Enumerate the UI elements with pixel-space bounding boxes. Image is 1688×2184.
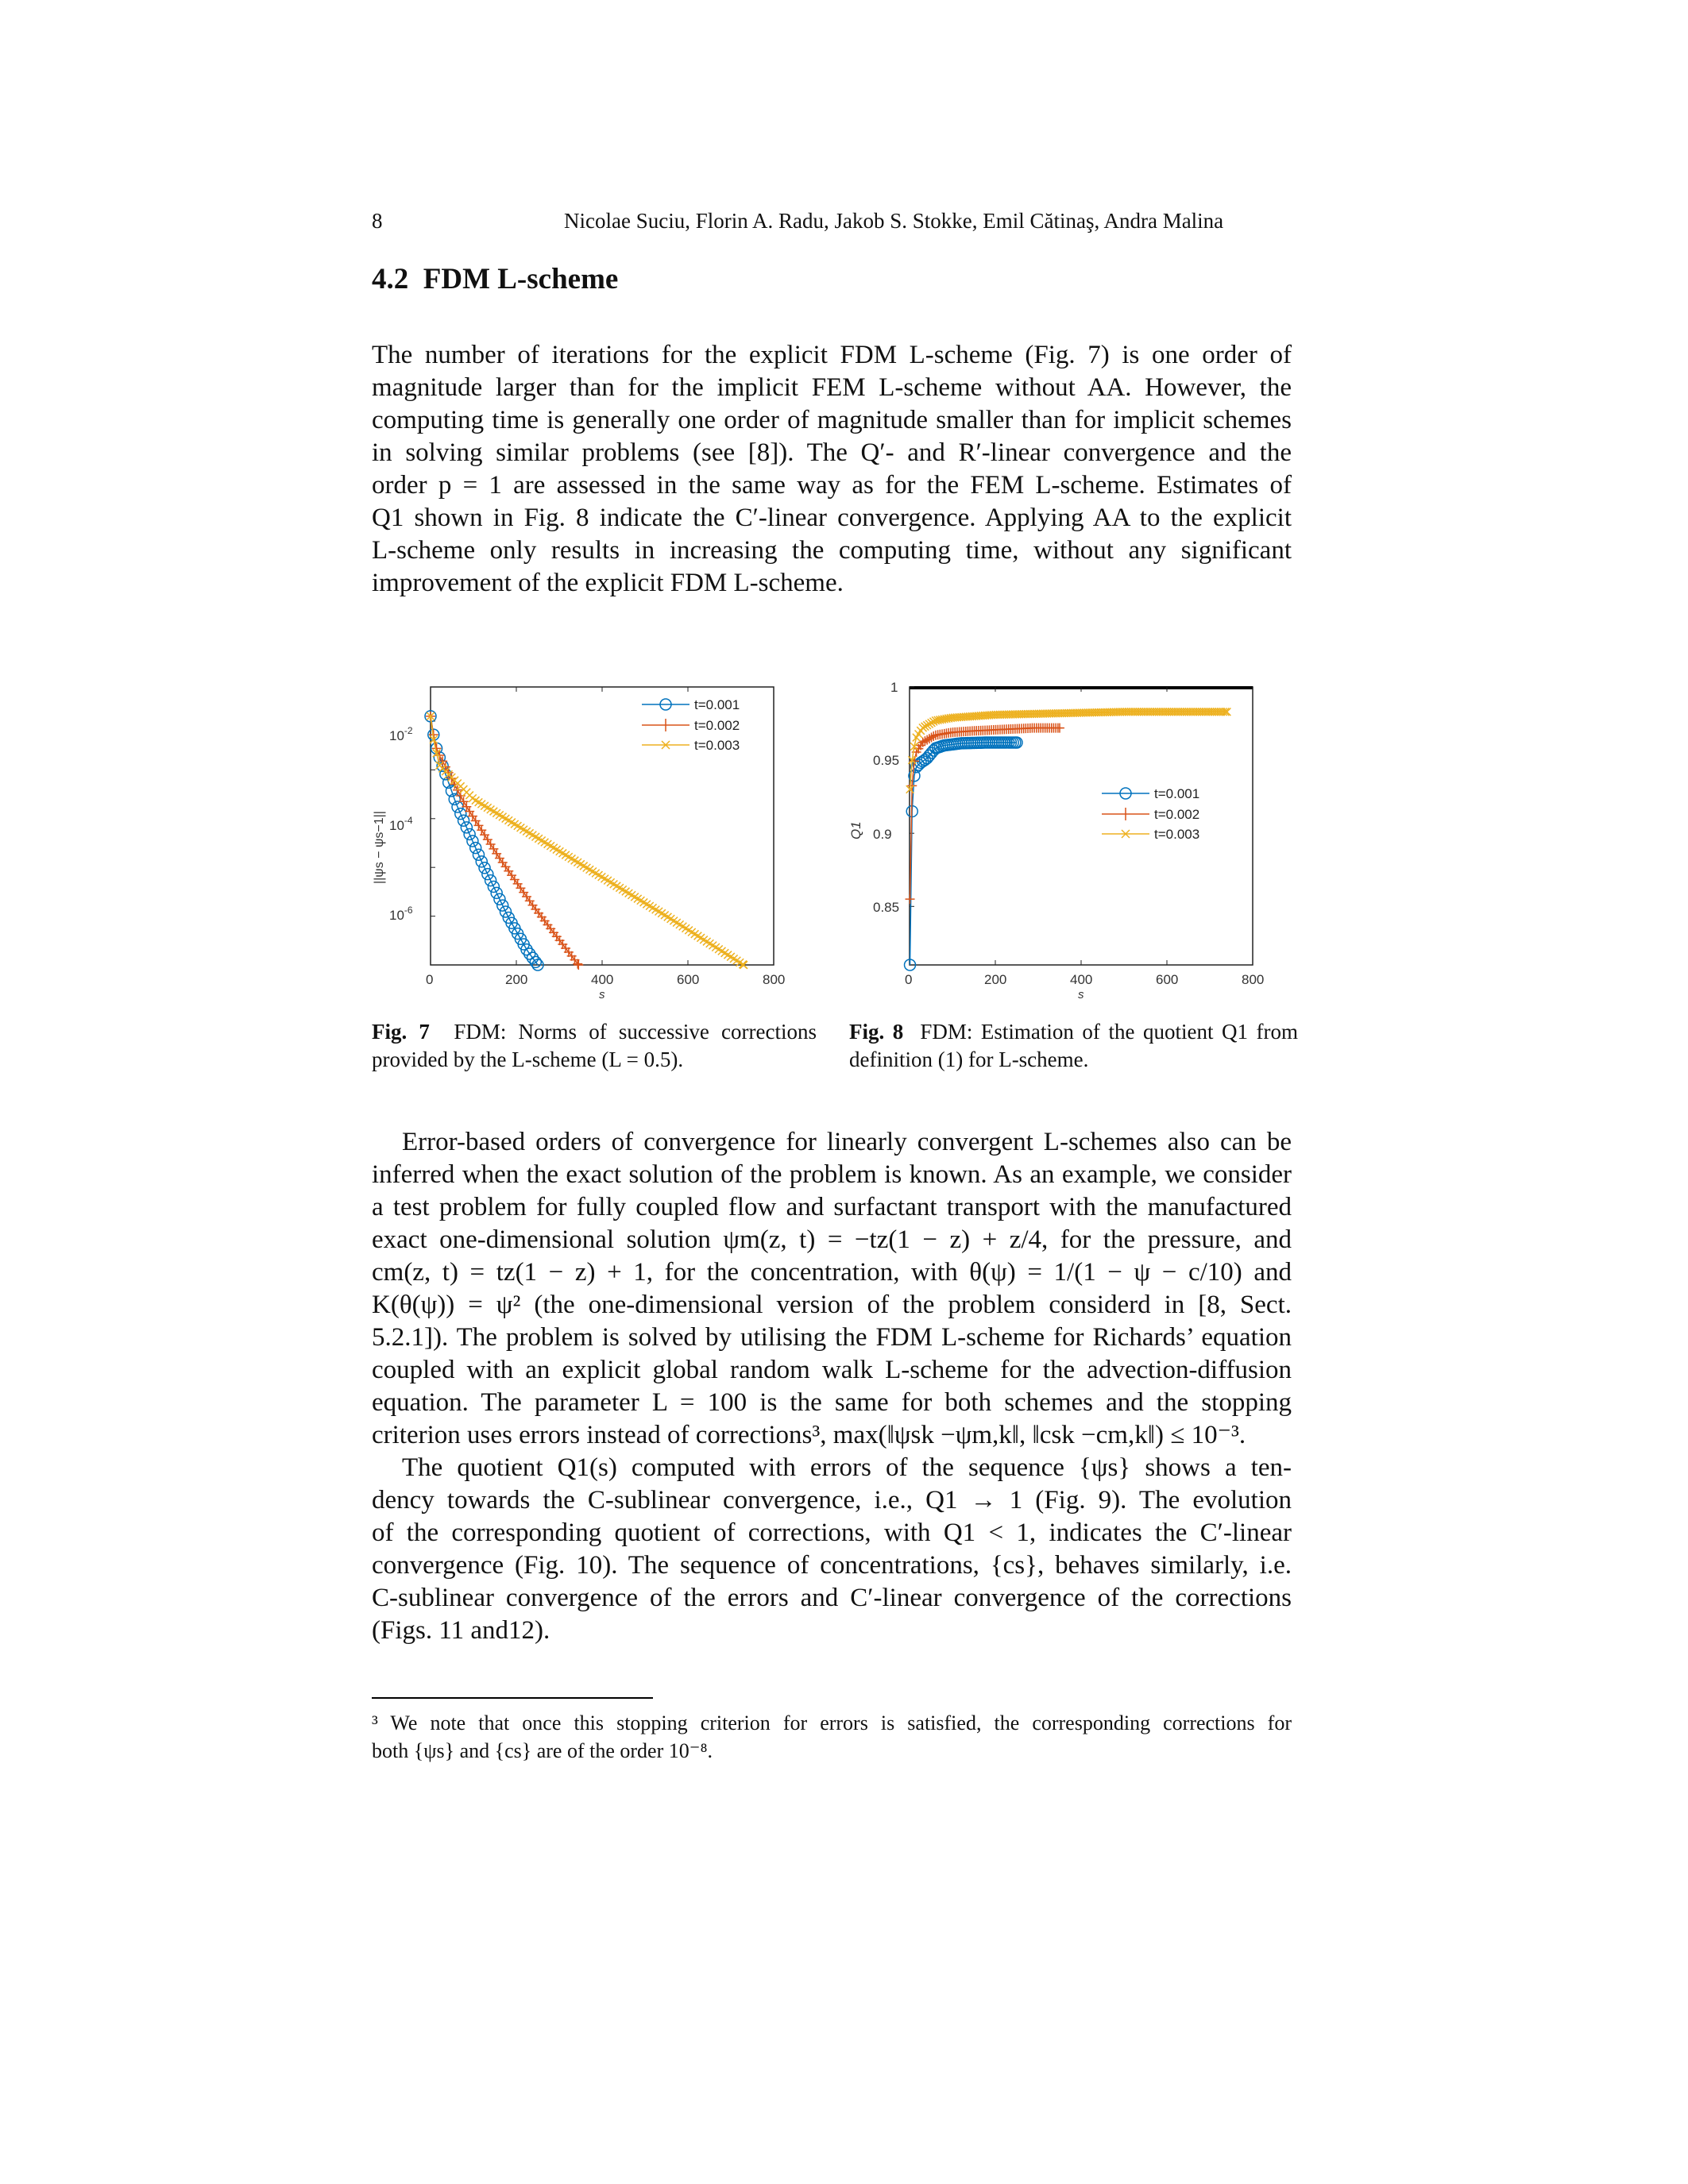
paragraph-3	[372, 1452, 1292, 1647]
series-line	[431, 716, 578, 965]
text-line: of the corresponding quotient of corrections, with Q1 < 1, indicates the C′-linear	[372, 1518, 1292, 1547]
text-line: inferred when the exact solution of the problem is known. As an example, we consider	[372, 1160, 1292, 1189]
text-line: computing time is generally one order of magnitude smaller than for implicit schemes	[372, 406, 1292, 434]
text-line: 5.2.1]). The problem is solved by utilising the FDM L-scheme for Richards’ equation	[372, 1323, 1292, 1352]
text-line: coupled with an explicit global random walk L-scheme for the advection-diffusion	[372, 1356, 1292, 1384]
series-line	[910, 728, 1060, 900]
text-line: C-sublinear convergence of the errors and C′-linear convergence of the corrections	[372, 1584, 1292, 1612]
fig7-xlabel: s	[599, 988, 605, 1001]
fig8-xtick: 600	[1156, 972, 1179, 987]
fig7-legend-2: t=0.002	[694, 718, 740, 733]
fig8-caption-line: definition (1) for L-scheme.	[849, 1048, 1089, 1071]
fig7-legend-1: t=0.001	[694, 697, 740, 712]
fig8-legend-2: t=0.002	[1154, 807, 1200, 822]
footnote-rule	[372, 1697, 653, 1699]
paragraph-2	[372, 1126, 1292, 1452]
fig7-xtick: 400	[591, 972, 614, 987]
text-line: The number of iterations for the explicit FDM L-scheme (Fig. 7) is one order of	[372, 341, 1292, 369]
text-line: equation. The parameter L = 100 is the same for both schemes and the stopping	[372, 1388, 1292, 1417]
footnote	[372, 1709, 1292, 1765]
fig7-label: Fig. 7	[372, 1020, 430, 1044]
fig8-xtick: 400	[1070, 972, 1093, 987]
fig8-chart	[838, 671, 1299, 1005]
page-number: 8	[372, 209, 383, 233]
footnote-line: both {ψs} and {cs} are of the order 10⁻⁸.	[372, 1739, 713, 1762]
fig8-ytick: 0.95	[873, 753, 900, 768]
fig8-ylabel: Q1	[848, 821, 863, 839]
fig7-ylabel: ||ψs − ψs−1||	[373, 811, 386, 884]
fig7-ytick-1: $10^{-2}$	[389, 725, 413, 743]
text-line: a test problem for fully coupled flow and surfactant transport with the manufactured	[372, 1193, 1292, 1221]
fig8-xtick: 0	[905, 972, 913, 987]
fig8-ytick: 1	[890, 680, 898, 695]
fig7-ytick-3: $10^{-6}$	[389, 905, 413, 923]
running-head-authors: Nicolae Suciu, Florin A. Radu, Jakob S. Stokke, Emil Cătinaş, Andra Malina	[564, 209, 1224, 233]
series-line	[431, 716, 744, 965]
fig7-caption	[372, 1018, 817, 1074]
fig8-xlabel: s	[1078, 988, 1084, 1001]
text-line: (Figs. 11 and12).	[372, 1616, 550, 1645]
text-line: improvement of the explicit FDM L-scheme.	[372, 569, 844, 597]
text-line: convergence (Fig. 10). The sequence of concentrations, {cs}, behaves similarly, i.e.	[372, 1551, 1292, 1580]
fig7-ytick-2: $10^{-4}$	[389, 815, 413, 833]
footnote-line: ³ We note that once this stopping criterion for errors is satisfied, the corresponding corrections for	[372, 1711, 1292, 1734]
text-line: dency towards the C-sublinear convergence, i.e., Q1 → 1 (Fig. 9). The evolution	[372, 1486, 1292, 1515]
fig8-label: Fig. 8	[849, 1020, 904, 1044]
fig7-xtick: 0	[426, 972, 434, 987]
text-line: exact one-dimensional solution ψm(z, t) = −tz(1 − z) + z/4, for the pressure, and	[372, 1225, 1292, 1254]
fig8-legend-1: t=0.001	[1154, 786, 1200, 801]
fig8-legend-3: t=0.003	[1154, 827, 1200, 842]
text-line: K(θ(ψ)) = ψ² (the one-dimensional version of the problem considerd in [8, Sect.	[372, 1291, 1292, 1319]
text-line: magnitude larger than for the implicit FEM L-scheme without AA. However, the	[372, 373, 1292, 402]
data-point-plus	[906, 894, 915, 904]
fig8-xtick: 200	[984, 972, 1007, 987]
text-line: The quotient Q1(s) computed with errors of the sequence {ψs} shows a ten-	[402, 1453, 1292, 1482]
fig7-chart	[350, 671, 794, 1005]
text-line: criterion uses errors instead of corrections³, max(‖ψsk −ψm,k‖, ‖csk −cm,k‖) ≤ 10⁻³.	[372, 1421, 1246, 1449]
text-line: Q1 shown in Fig. 8 indicate the C′-linear convergence. Applying AA to the explicit	[372, 504, 1292, 532]
text-line: L-scheme only results in increasing the computing time, without any significant	[372, 536, 1292, 565]
fig8-ytick: 0.85	[873, 900, 900, 915]
fig7-legend	[642, 697, 740, 753]
fig8-xtick: 800	[1242, 972, 1265, 987]
text-line: in solving similar problems (see [8]). The Q′- and R′-linear convergence and the	[372, 438, 1292, 467]
paragraph-1	[372, 339, 1292, 600]
series-line	[910, 712, 1227, 789]
text-line: cm(z, t) = tz(1 − z) + 1, for the concentration, with θ(ψ) = 1/(1 − ψ − c/10) and	[372, 1258, 1292, 1287]
section-heading	[372, 262, 618, 296]
fig7-xtick: 600	[677, 972, 700, 987]
fig8-ytick: 0.9	[873, 827, 892, 842]
text-line: order p = 1 are assessed in the same way as for the FEM L-scheme. Estimates of	[372, 471, 1292, 500]
fig8-legend	[1102, 786, 1199, 842]
data-point-plus	[907, 781, 917, 790]
fig8-caption	[849, 1018, 1298, 1074]
fig7-caption-line: FDM: Norms of successive corrections	[454, 1020, 817, 1044]
fig8-caption-line: FDM: Estimation of the quotient Q1 from	[920, 1020, 1298, 1044]
series-line	[910, 743, 1018, 965]
fig7-xtick: 800	[763, 972, 786, 987]
fig7-legend-3: t=0.003	[694, 738, 740, 753]
section-title: FDM L-scheme	[423, 263, 619, 295]
fig7-xtick: 200	[505, 972, 528, 987]
series-line	[431, 716, 538, 965]
fig7-caption-line: provided by the L-scheme (L = 0.5).	[372, 1048, 684, 1071]
section-number: 4.2	[372, 263, 409, 295]
text-line: Error-based orders of convergence for linearly convergent L-schemes also can be	[402, 1128, 1292, 1156]
